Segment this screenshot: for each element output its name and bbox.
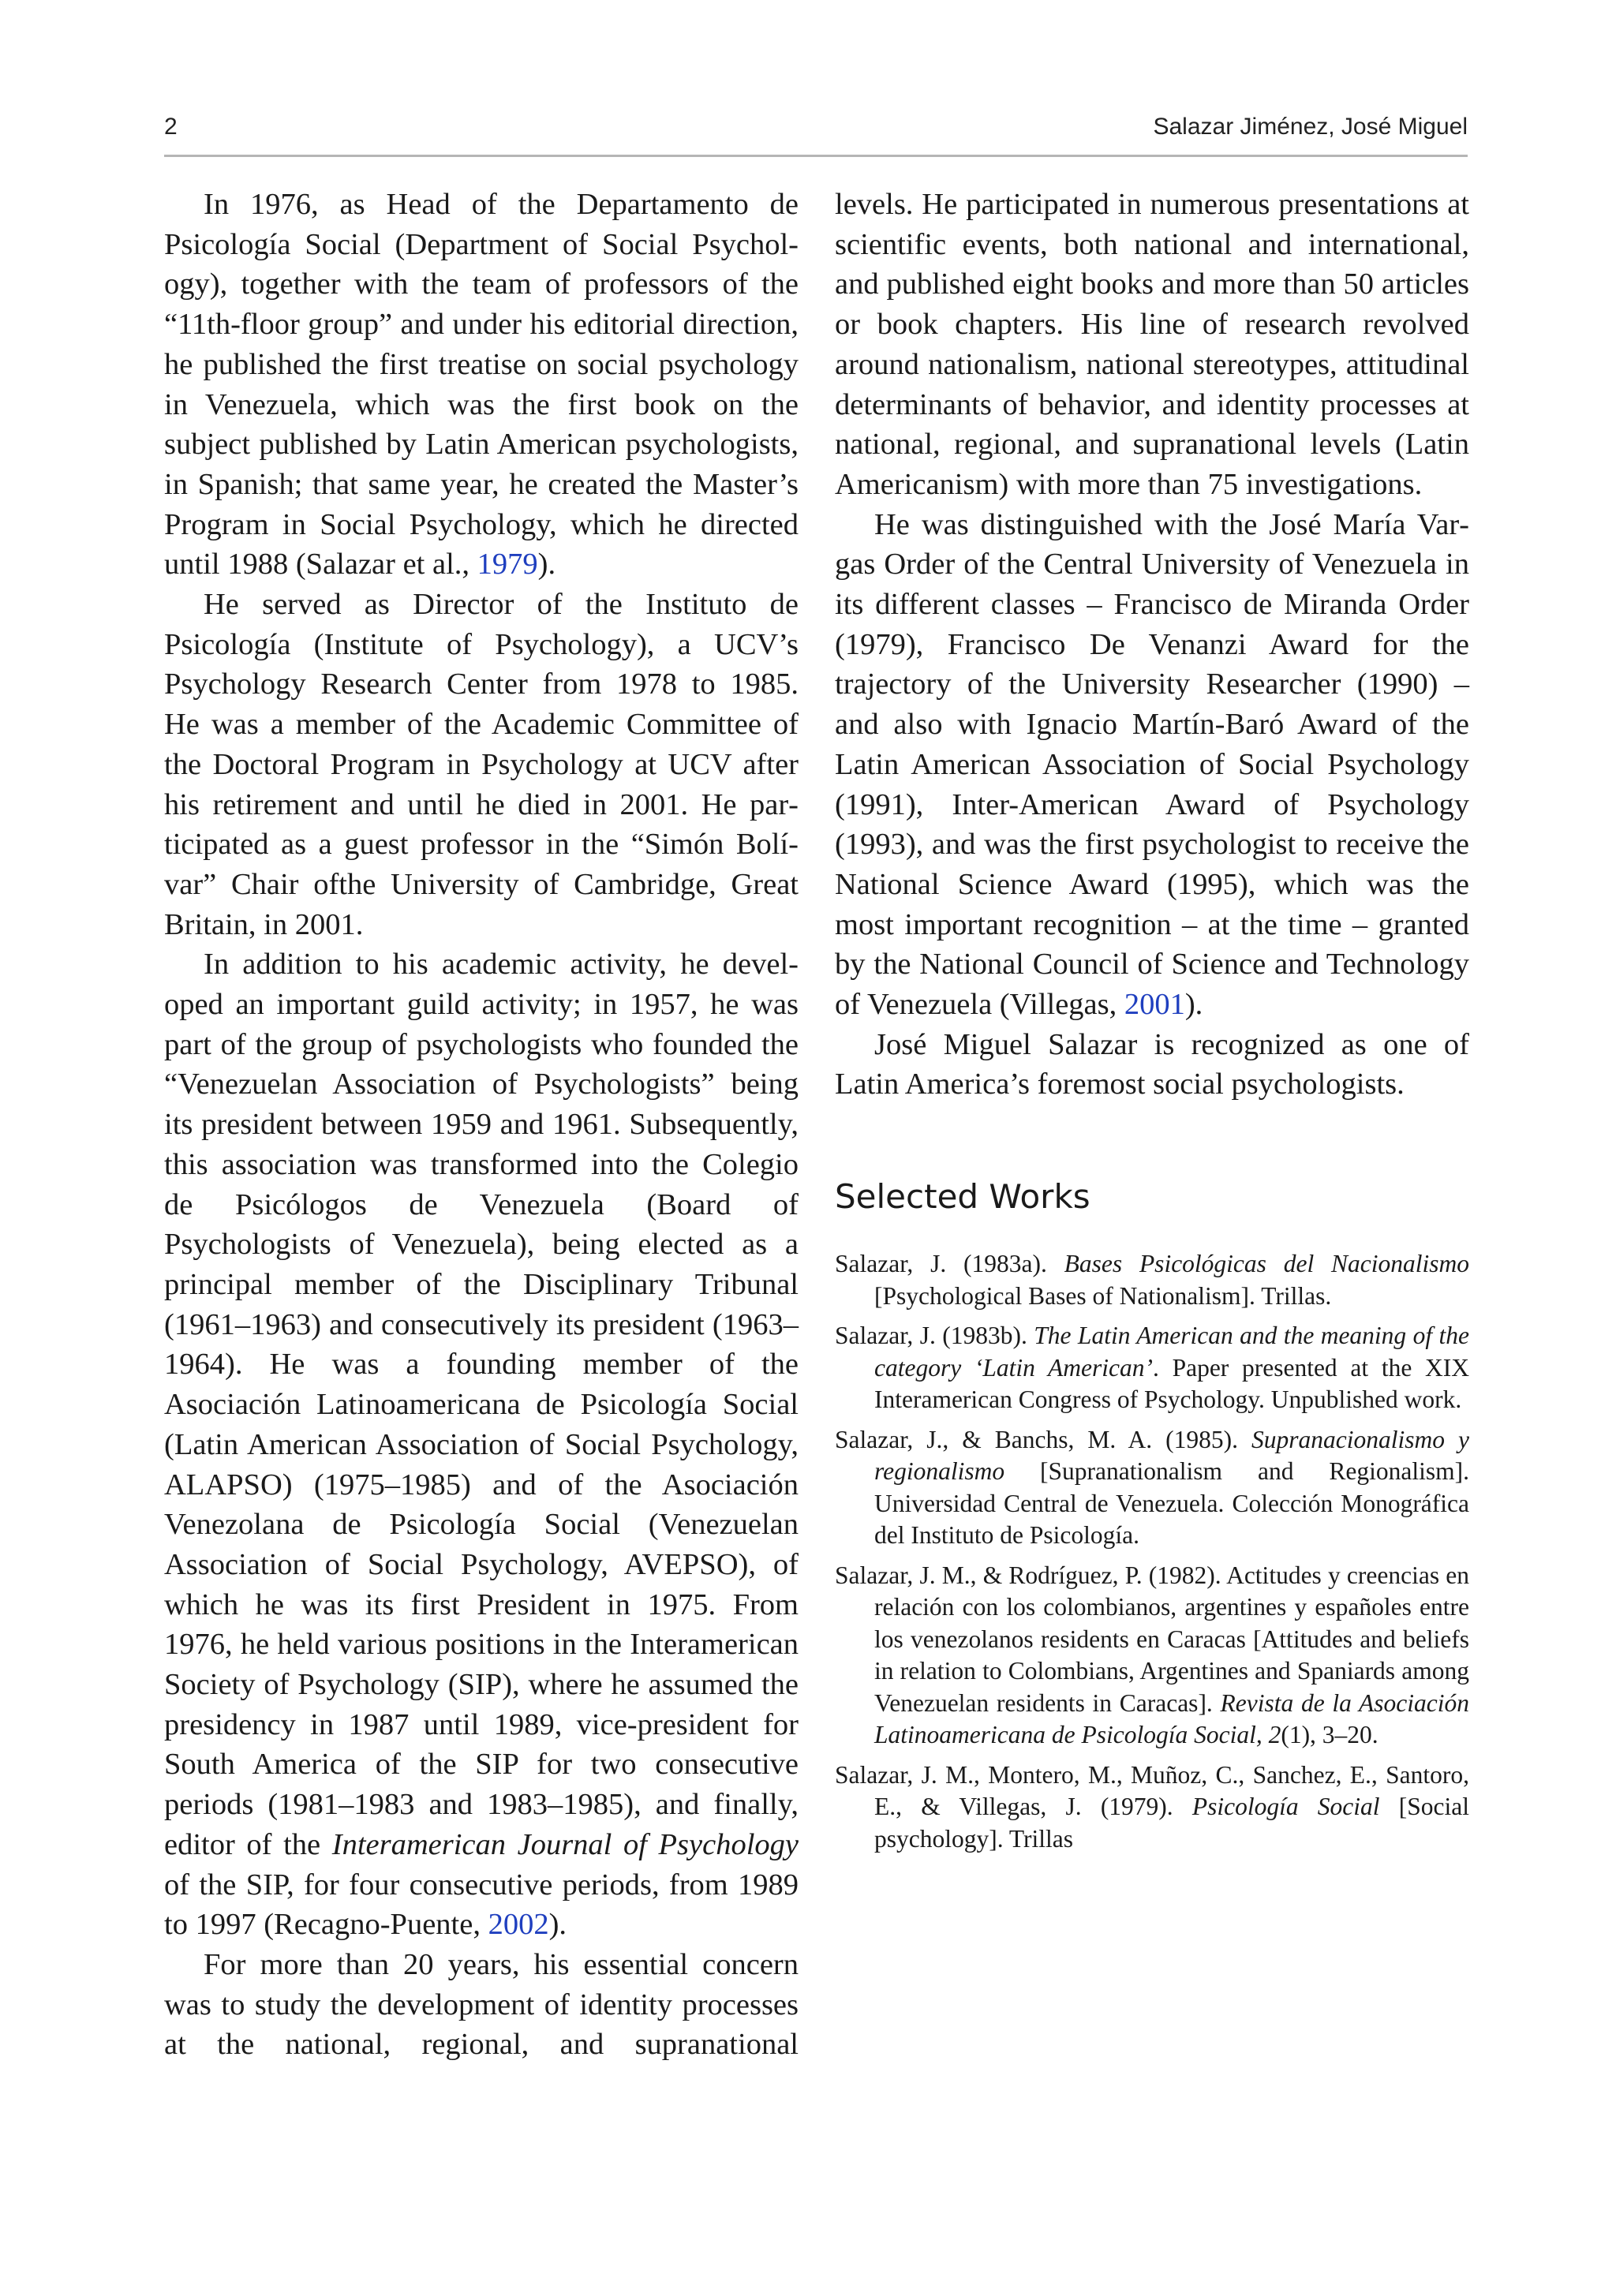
journal-title: Interamerican Journal of Psychology <box>331 1827 799 1861</box>
right-column <box>835 185 1469 1863</box>
citation-link-2001[interactable]: 2001 <box>1124 988 1185 1022</box>
paragraph: He was distinguished with the José María Vargas Order of the Central University of Venezuela in its different classes – Francisco de Miranda Order (1979), Francisco De Venanzi Award for the trajectory of the University Researcher (1990) – and also with Ignacio Martín-Baró Award of the Latin American Association of Social Psychology (1991), Inter-American Award of Psychology (1993), and was the first psychologist to receive the National Science Award (1995), which was the most important recognition – at the time – granted by the National Council of Science and Technology of Venezuela (Villegas, 2001). <box>835 507 1469 1022</box>
left-column <box>164 185 799 2065</box>
citation-link-1979[interactable]: 1979 <box>477 548 538 581</box>
paragraph: levels. He participated in numerous presentations at scientific events, both national and international, and published eight books and more than 50 articles or book chapters. His line of research revolved around nationalism, national stereotypes, attitudinal determinants of behavior, and identity processes at national, regional, and supranational levels (Latin Americanism) with more than 75 investigations. <box>835 188 1469 501</box>
running-head <box>164 109 1468 153</box>
citation-link-2002[interactable]: 2002 <box>488 1908 549 1942</box>
reference-item: Salazar, J. (1983a). Bases Psicológicas del Nacionalismo [Psychological Bases of Nationalism]. Trillas. <box>835 1250 1469 1310</box>
running-title: Salazar Jiménez, José Miguel <box>1153 114 1468 140</box>
reference-item: Salazar, J. (1983b). The Latin American and the meaning of the category ‘Latin American’. Paper presented at the XIX Interamerican Congress of Psychology. Unpublished work. <box>835 1322 1469 1414</box>
paragraph: In 1976, as Head of the Departamento de Psicología Social (Department of Social Psychology), together with the team of professors of the “11th-floor group” and under his editorial direction, he published the first treatise on social psychology in Venezuela, which was the first book on the subject published by Latin American psychologists, in Spanish; that same year, he created the Master’s Program in Social Psychology, which he directed until 1988 (Salazar et al., 1979). <box>164 188 799 581</box>
page-number: 2 <box>164 114 178 140</box>
paragraph: In addition to his academic activity, he developed an important guild activity; in 1957, he was part of the group of psychologists who founded the “Venezuelan Association of Psychologists” being its president between 1959 and 1961. Subsequently, this association was transformed into the Colegio de Psicólogos de Venezuela (Board of Psychologists of Venezuela), being elected as a principal member of the Disciplinary Tribunal (1961–1963) and consecutively its president (1963–1964). He was a founding member of the Asociación Latinoamericana de Psicología Social (Latin American Association of Social Psychology, ALAPSO) (1975–1985) and of the Asociación Venezolana de Psicología Social (Venezuelan Association of Social Psychology, AVEPSO), of which he was its first President in 1975. From 1976, he held various positions in the Interamerican Society of Psychology (SIP), where he assumed the presidency in 1987 until 1989, vice-president for South America of the SIP for two consecutive periods (1981–1983 and 1983–1985), and finally, editor of the Interamerican Journal of Psychology of the SIP, for four consecutive periods, from 1989 to 1997 (Recagno-Puente, 2002). <box>164 948 799 1942</box>
reference-list <box>835 1248 1469 1855</box>
header-rule <box>164 155 1468 157</box>
reference-item: Salazar, J. M., Montero, M., Muñoz, C., Sanchez, E., Santoro, E., & Villegas, J. (1979). Psicología Social [Social psychology]. Trillas <box>835 1760 1469 1853</box>
paragraph: He served as Director of the Instituto de Psicología (Institute of Psychology), a UCV’s Psychology Research Center from 1978 to 1985. He was a member of the Academic Committee of the Doctoral Program in Psychology at UCV after his retirement and until he died in 2001. He participated as a guest professor in the “Simón Bolívar” Chair ofthe University of Cambridge, Great Britain, in 2001. <box>164 588 799 941</box>
paragraph: For more than 20 years, his essential concern was to study the development of identity processes at the national, regional, and supranational <box>164 1947 799 2062</box>
reference-item: Salazar, J. M., & Rodríguez, P. (1982). Actitudes y creencias en relación con los colombianos, argentines y españoles entre los venezolanos residents en Caracas [Attitudes and beliefs in relation to Colombians, Argentines and Spaniards among Venezuelan residents in Caracas]. Revista de la Asociación Latinoamericana de Psicología Social, 2(1), 3–20. <box>835 1561 1469 1749</box>
paragraph: José Miguel Salazar is recognized as one of Latin America’s foremost social psychologists. <box>835 1027 1469 1101</box>
section-title: Selected Works <box>835 1177 1090 1217</box>
reference-item: Salazar, J., & Banchs, M. A. (1985). Supranacionalismo y regionalismo [Supranationalism and Regionalism]. Universidad Central de Venezuela. Colección Monográfica del Instituto de Psicología. <box>835 1425 1469 1550</box>
